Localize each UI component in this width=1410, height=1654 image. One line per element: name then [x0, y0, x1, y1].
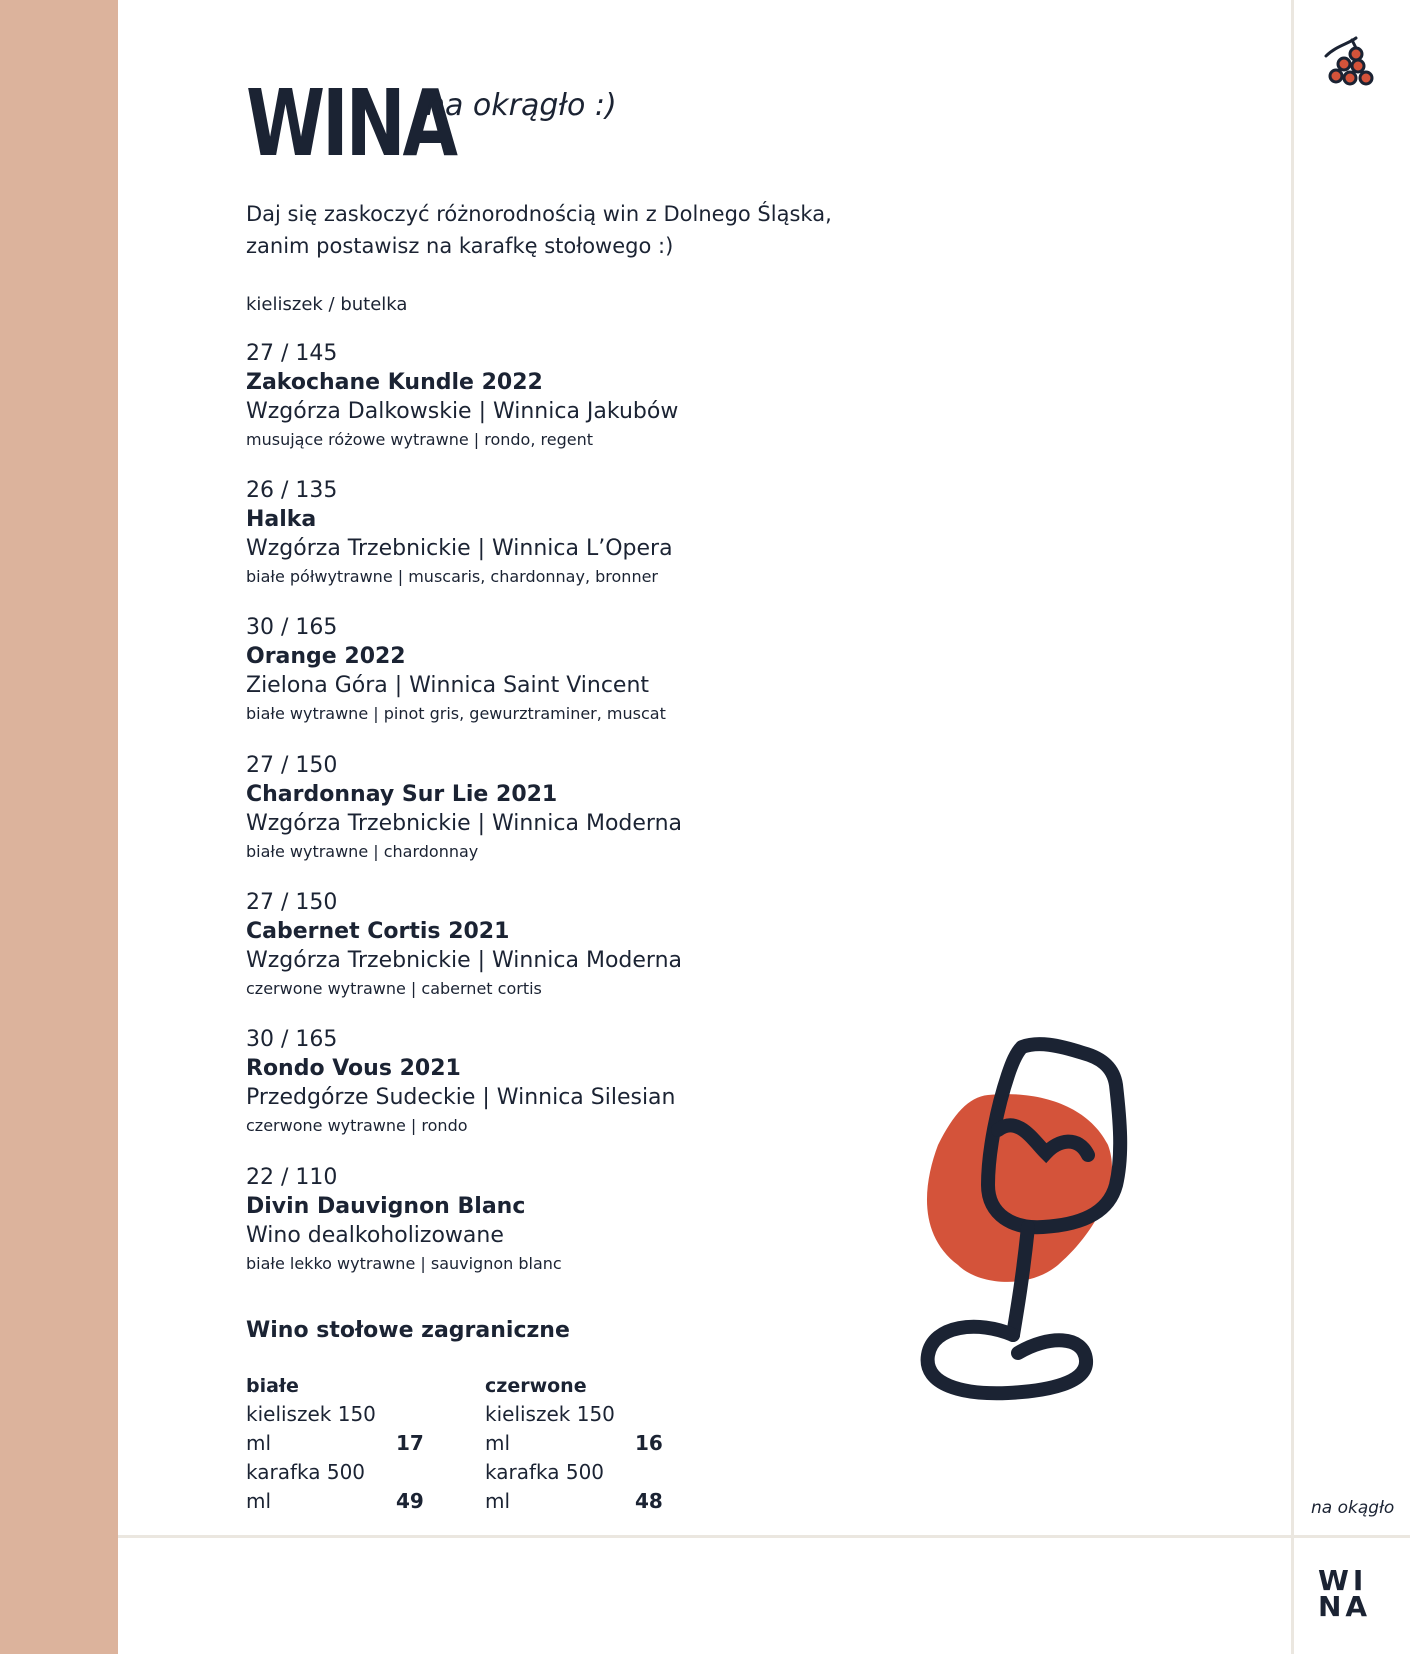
house-wine-row: [246, 1458, 424, 1516]
wine-item: [246, 889, 946, 1003]
house-wine-price: 48: [635, 1489, 663, 1513]
house-wine-white: [246, 1372, 424, 1516]
wine-price: 27 / 145: [246, 341, 338, 366]
page-subtitle: na okrągło :): [426, 88, 617, 123]
intro-line-1: Daj się zaskoczyć różnorodnością win z Dolnego Śląska,: [246, 202, 832, 226]
wine-region: Przedgórze Sudeckie | Winnica Silesian: [246, 1085, 676, 1110]
wine-name: Halka: [246, 507, 317, 532]
house-wine-price: 16: [635, 1431, 663, 1455]
wine-description: białe półwytrawne | muscaris, chardonnay, bronner: [246, 567, 658, 586]
wine-name: Divin Dauvignon Blanc: [246, 1194, 526, 1219]
wine-description: białe wytrawne | chardonnay: [246, 842, 479, 861]
vertical-divider: [1291, 0, 1294, 1654]
house-wine-size: karafka 500 ml: [246, 1460, 366, 1513]
house-wine-white-heading: białe: [246, 1375, 299, 1397]
wine-description: musujące różowe wytrawne | rondo, regent: [246, 430, 593, 449]
price-column-header: kieliszek / butelka: [246, 294, 408, 315]
wine-item: [246, 752, 946, 866]
wine-region: Zielona Góra | Winnica Saint Vincent: [246, 673, 650, 698]
wine-region: Wzgórza Dalkowskie | Winnica Jakubów: [246, 399, 679, 424]
left-color-band: [0, 0, 118, 1654]
house-wine-row: [246, 1400, 424, 1458]
wine-name: Cabernet Cortis 2021: [246, 919, 510, 944]
wine-price: 26 / 135: [246, 478, 338, 503]
wina-logo-bottom: NA: [1318, 1590, 1372, 1623]
wine-region: Wzgórza Trzebnickie | Winnica L’Opera: [246, 536, 673, 561]
wine-price: 27 / 150: [246, 890, 338, 915]
house-wine-size: kieliszek 150 ml: [485, 1402, 615, 1455]
house-wine-red-heading: czerwone: [485, 1375, 587, 1397]
intro-line-2: zanim postawisz na karafkę stołowego :): [246, 234, 674, 258]
wine-name: Chardonnay Sur Lie 2021: [246, 782, 558, 807]
wine-description: czerwone wytrawne | rondo: [246, 1116, 468, 1135]
wina-logo: [1318, 1564, 1384, 1624]
house-wine-size: kieliszek 150 ml: [246, 1402, 376, 1455]
side-label: na okągło: [1311, 1498, 1395, 1518]
wine-name: Zakochane Kundle 2022: [246, 370, 543, 395]
wine-price: 27 / 150: [246, 753, 338, 778]
wine-price: 30 / 165: [246, 615, 338, 640]
wine-item: [246, 1026, 946, 1140]
wine-glass-illustration: [918, 1035, 1178, 1425]
wine-description: białe lekko wytrawne | sauvignon blanc: [246, 1254, 562, 1273]
wine-item: [246, 340, 946, 454]
wine-price: 22 / 110: [246, 1165, 338, 1190]
wine-description: czerwone wytrawne | cabernet cortis: [246, 979, 542, 998]
wina-logo-top: WI: [1318, 1564, 1368, 1597]
wine-region: Wzgórza Trzebnickie | Winnica Moderna: [246, 948, 683, 973]
house-wine-red: [485, 1372, 663, 1516]
wine-item: [246, 614, 946, 728]
horizontal-divider: [118, 1535, 1410, 1538]
wine-name: Rondo Vous 2021: [246, 1056, 461, 1081]
grape-icon: [1322, 34, 1378, 94]
house-wine-row: [485, 1400, 663, 1458]
house-wine-title: Wino stołowe zagraniczne: [246, 1318, 570, 1343]
house-wine-row: [485, 1458, 663, 1516]
house-wine-price: 17: [396, 1431, 424, 1455]
wine-region: Wino dealkoholizowane: [246, 1223, 504, 1248]
intro-text: [246, 198, 966, 262]
wine-item: [246, 1164, 946, 1278]
wine-description: białe wytrawne | pinot gris, gewurztraminer, muscat: [246, 704, 666, 723]
house-wine-size: karafka 500 ml: [485, 1460, 605, 1513]
wine-name: Orange 2022: [246, 644, 406, 669]
wine-price: 30 / 165: [246, 1027, 338, 1052]
wine-item: [246, 477, 946, 591]
page-title: WINA: [246, 70, 455, 177]
house-wine-price: 49: [396, 1489, 424, 1513]
wine-region: Wzgórza Trzebnickie | Winnica Moderna: [246, 811, 683, 836]
